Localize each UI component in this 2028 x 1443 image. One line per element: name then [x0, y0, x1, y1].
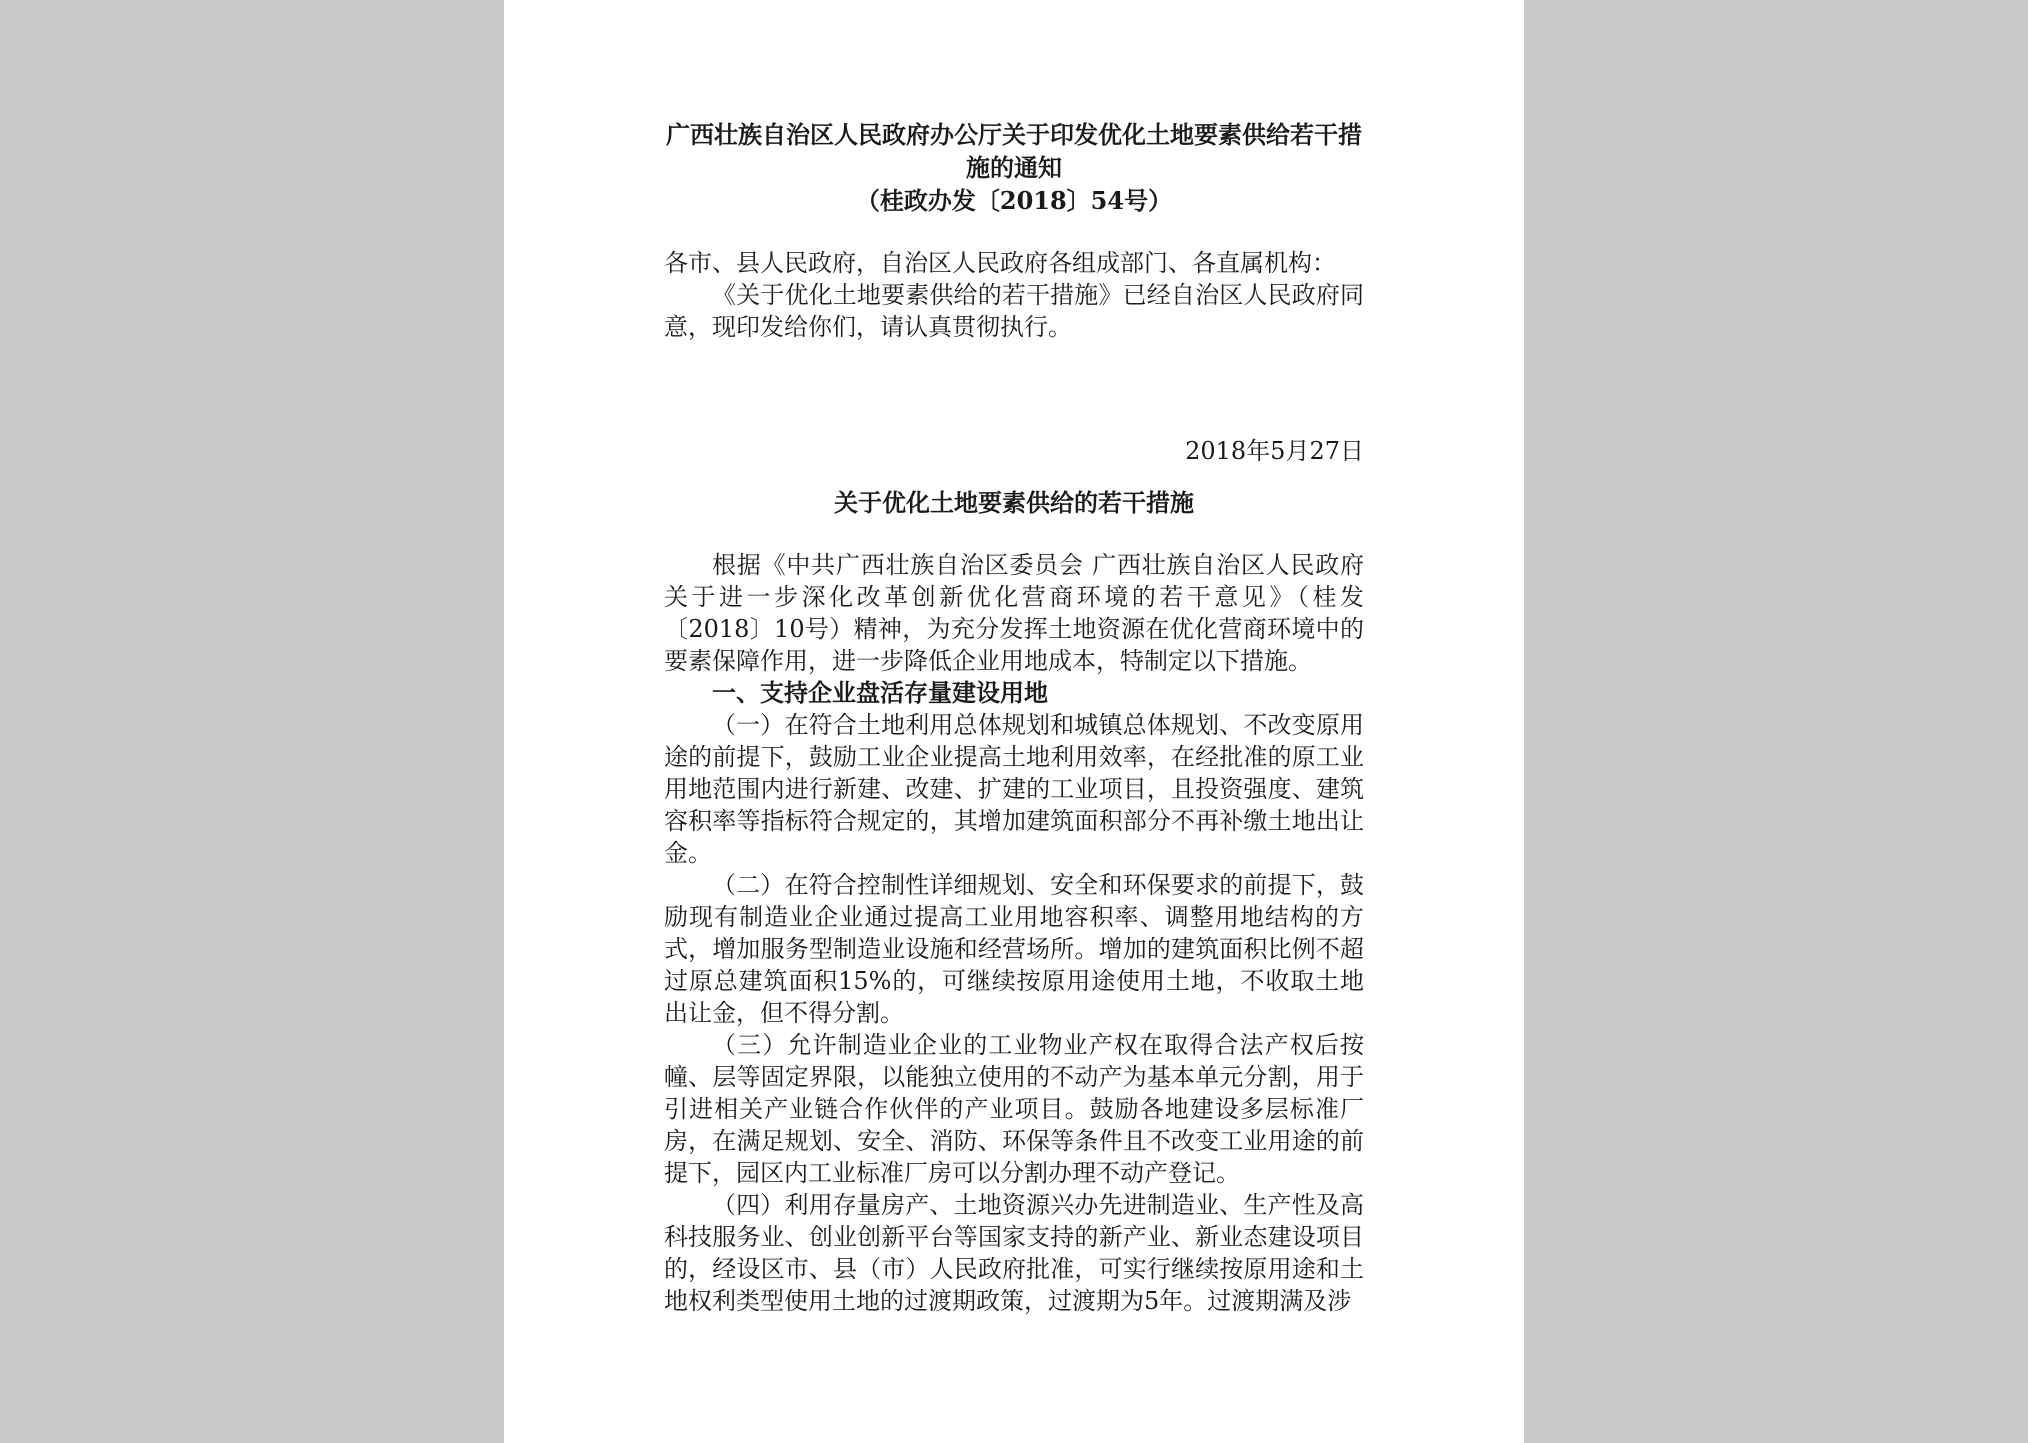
measure-item-3: （三）允许制造业企业的工业物业产权在取得合法产权后按幢、层等固定界限，以能独立使用的不动产为基本单元分割，用于引进相关产业链合作伙伴的产业项目。鼓励各地建设多层标准厂房，在满足规划、安全、消防、环保等条件且不改变工业用途的前提下，园区内工业标准厂房可以分割办理不动产登记。	[664, 1031, 1364, 1187]
document-reference-number: （桂政办发〔2018〕54号）	[855, 186, 1173, 215]
notice-title-line-2: 施的通知	[966, 153, 1062, 182]
notice-title	[664, 118, 1364, 217]
issue-date: 2018年5月27日	[1185, 437, 1364, 465]
measure-item-1: （一）在符合土地利用总体规划和城镇总体规划、不改变原用途的前提下，鼓励工业企业提高土地利用效率，在经批准的原工业用地范围内进行新建、改建、扩建的工业项目，且投资强度、建筑容积率等指标符合规定的，其增加建筑面积部分不再补缴土地出让金。	[664, 711, 1364, 867]
notice-body: 《关于优化土地要素供给的若干措施》已经自治区人民政府同意，现印发给你们，请认真贯彻执行。	[664, 281, 1364, 341]
measure-item-4: （四）利用存量房产、土地资源兴办先进制造业、生产性及高科技服务业、创业创新平台等国家支持的新产业、新业态建设项目的，经设区市、县（市）人民政府批准，可实行继续按原用途和土地权利类型使用土地的过渡期政策，过渡期为5年。过渡期满及涉	[664, 1191, 1364, 1315]
measures-body	[664, 549, 1364, 1317]
addressee: 各市、县人民政府，自治区人民政府各组成部门、各直属机构：	[664, 249, 1336, 277]
measures-title: 关于优化土地要素供给的若干措施	[834, 488, 1194, 517]
document-content	[664, 118, 1364, 1317]
notice-title-line-1: 广西壮族自治区人民政府办公厅关于印发优化土地要素供给若干措	[666, 120, 1362, 149]
document-page	[504, 0, 1524, 1443]
section-heading-1: 一、支持企业盘活存量建设用地	[712, 678, 1048, 707]
intro-paragraph: 根据《中共广西壮族自治区委员会 广西壮族自治区人民政府关于进一步深化改革创新优化营商环境的若干意见》（桂发〔2018〕10号）精神，为充分发挥土地资源在优化营商环境中的要素保障作用，进一步降低企业用地成本，特制定以下措施。	[664, 551, 1364, 675]
measure-item-2: （二）在符合控制性详细规划、安全和环保要求的前提下，鼓励现有制造业企业通过提高工业用地容积率、调整用地结构的方式，增加服务型制造业设施和经营场所。增加的建筑面积比例不超过原总建筑面积15%的，可继续按原用途使用土地，不收取土地出让金，但不得分割。	[664, 871, 1364, 1027]
